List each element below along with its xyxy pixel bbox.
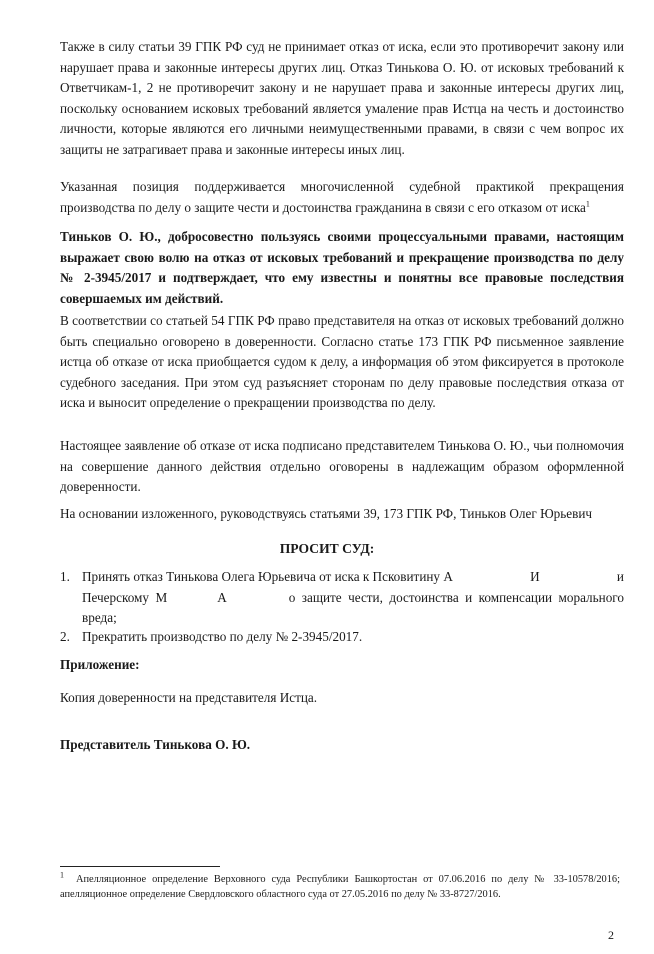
request-text: Прекратить производство по делу № 2-3945/2017. (82, 629, 363, 644)
paragraph-plaintiff-will: Тиньков О. Ю., добросовестно пользуясь своими процессуальными правами, настоящим выражает свою волю на отказ от исковых требований и прекращение производства по делу № 2-3945/2017 и подтверждает, что ему известны и понятны все правовые последствия совершаемых им действий. (60, 229, 624, 306)
request-text (82, 567, 624, 629)
attachment-heading: Приложение: (60, 657, 140, 672)
page-number: 2 (608, 928, 614, 942)
request-number: 2. (60, 629, 70, 644)
request-1-part3: и (616, 569, 624, 584)
footnote-mark: 1 (60, 870, 64, 880)
request-1-part1: Принять отказ Тинькова Олега Юрьевича от иска к Псковитину А (82, 569, 453, 584)
attachment-item: Копия доверенности на представителя Истца. (60, 690, 318, 705)
request-1-part5: А (217, 589, 227, 605)
paragraph-grounds: На основании изложенного, руководствуясь статьями 39, 173 ГПК РФ, Тиньков Олег Юрьевич (60, 506, 593, 521)
request-item-1 (60, 567, 624, 629)
paragraph-representative-rights: В соответствии со статьей 54 ГПК РФ право представителя на отказ от исковых требований должно быть специально оговорено в доверенности. Согласно статье 173 ГПК РФ письменное заявление истца об отказе от иска приобщается судом к делу, а информация об этом фиксируется в протоколе судебного заседания. При этом суд разъясняет сторонам по делу правовые последствия отказа от иска и выносит определение о прекращении производства по делу. (60, 313, 624, 411)
footnote-reference: 1 (585, 199, 590, 209)
request-heading: ПРОСИТ СУД: (279, 541, 375, 556)
request-1-part6: о защите чести, достоинства и компенсации морального вреда; (82, 589, 624, 626)
paragraph-court-practice-text: Указанная позиция поддерживается многочисленной судебной практикой прекращения производства по делу о защите чести и достоинства гражданина в связи с его отказом от иска (60, 179, 624, 215)
request-item-2 (60, 627, 624, 648)
footnote (60, 870, 620, 902)
request-1-part2: И (530, 569, 540, 584)
request-1-part4: Печерскому М (82, 589, 168, 605)
request-number: 1. (60, 569, 70, 584)
signature-line: Представитель Тинькова О. Ю. (60, 737, 251, 752)
paragraph-court-practice (60, 177, 624, 218)
paragraph-refusal-legality: Также в силу статьи 39 ГПК РФ суд не принимает отказ от иска, если это противоречит закону или нарушает права и законные интересы других лиц. Отказ Тинькова О. Ю. от исковых требований к Ответчикам-1, 2 не противоречит закону и не нарушает права и законные интересы других лиц, поскольку основанием исковых требований является умаление прав Истца на честь и достоинство личности, которые являются его личными неимущественными правами, в связи с чем вопрос их защиты не затрагивает права и законные интересы иных лиц. (60, 39, 624, 157)
footnote-text: Апелляционное определение Верховного суда Республики Башкортостан от 07.06.2016 по делу № 33-10578/2016; апелляционное определение Свердловского областного суда от 27.05.2016 по делу № 33-8727/2016. (60, 874, 620, 900)
paragraph-signed-by-representative: Настоящее заявление об отказе от иска подписано представителем Тинькова О. Ю., чьи полномочия на совершение данного действия отдельно оговорены в надлежащим образом оформленной доверенности. (60, 438, 624, 495)
footnote-divider (60, 866, 220, 867)
